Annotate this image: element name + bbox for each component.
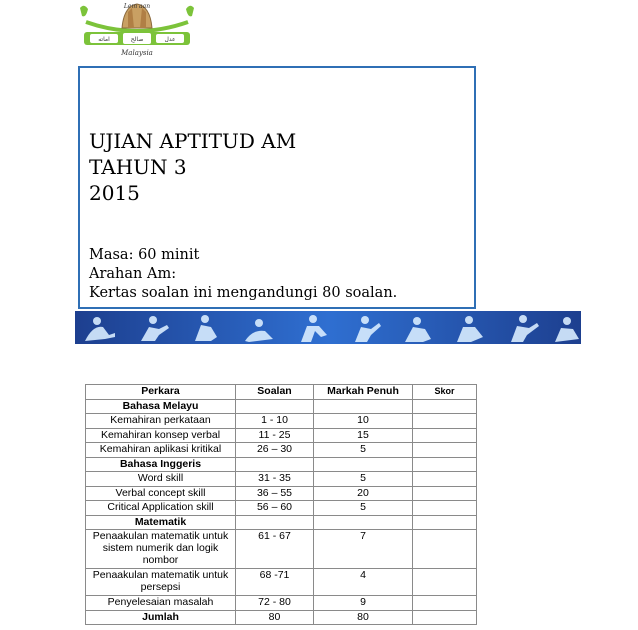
exam-title: UJIAN APTITUD AM [89,129,297,153]
row-skor [413,530,477,569]
row-markah: 5 [314,472,413,487]
total-skor [413,610,477,625]
total-soalan: 80 [236,610,314,625]
row-item: Word skill [86,472,236,487]
row-item: Kemahiran perkataan [86,414,236,429]
exam-year: 2015 [89,181,140,205]
section-row [86,399,477,414]
row-item: Kemahiran aplikasi kritikal [86,443,236,458]
header-markah-penuh: Markah Penuh [314,385,413,400]
institution-logo [78,0,196,60]
row-markah: 10 [314,414,413,429]
section-title: Bahasa Melayu [86,399,236,414]
section-row [86,457,477,472]
table-row [86,472,477,487]
instructions-text: Kertas soalan ini mengandungi 80 soalan. [89,285,398,301]
row-soalan: 68 -71 [236,569,314,596]
row-soalan: 72 - 80 [236,596,314,611]
header-perkara: Perkara [86,385,236,400]
logo-bottom-text: Malaysia [121,49,153,57]
row-soalan: 26 – 30 [236,443,314,458]
row-soalan: 61 - 67 [236,530,314,569]
section-row [86,515,477,530]
total-row [86,610,477,625]
marks-table [85,384,477,625]
row-skor [413,501,477,516]
row-soalan: 11 - 25 [236,428,314,443]
row-markah: 9 [314,596,413,611]
row-markah: 5 [314,443,413,458]
cover-info-box [78,66,476,309]
row-item: Critical Application skill [86,501,236,516]
row-item: Penaakulan matematik untuk sistem numerik dan logik nombor [86,530,236,569]
section-title: Bahasa Inggeris [86,457,236,472]
logo-right-badge: عدل [164,36,176,43]
table-row [86,486,477,501]
header-skor: Skor [413,385,477,400]
header-soalan: Soalan [236,385,314,400]
logo-left-badge: اماته [98,36,110,43]
row-markah: 20 [314,486,413,501]
row-markah: 5 [314,501,413,516]
row-skor [413,414,477,429]
row-soalan: 1 - 10 [236,414,314,429]
row-soalan: 36 – 55 [236,486,314,501]
instructions-heading: Arahan Am: [89,266,177,282]
exam-year-level: TAHUN 3 [89,155,187,179]
exam-duration: Masa: 60 minit [89,247,200,263]
row-soalan: 56 – 60 [236,501,314,516]
row-markah: 15 [314,428,413,443]
row-soalan: 31 - 35 [236,472,314,487]
row-markah: 7 [314,530,413,569]
table-row [86,569,477,596]
section-title: Matematik [86,515,236,530]
row-item: Penyelesaian masalah [86,596,236,611]
total-markah: 80 [314,610,413,625]
table-row [86,443,477,458]
logo-top-text: Lem aan [123,3,151,10]
students-banner [75,311,581,344]
table-row [86,596,477,611]
table-header-row [86,385,477,400]
row-item: Penaakulan matematik untuk persepsi [86,569,236,596]
row-skor [413,596,477,611]
row-skor [413,443,477,458]
table-row [86,428,477,443]
row-skor [413,486,477,501]
total-label: Jumlah [86,610,236,625]
row-item: Verbal concept skill [86,486,236,501]
row-skor [413,472,477,487]
table-row [86,501,477,516]
row-skor [413,428,477,443]
table-row [86,414,477,429]
table-row [86,530,477,569]
row-markah: 4 [314,569,413,596]
row-item: Kemahiran konsep verbal [86,428,236,443]
row-skor [413,569,477,596]
logo-center-badge: صالح [130,36,144,43]
